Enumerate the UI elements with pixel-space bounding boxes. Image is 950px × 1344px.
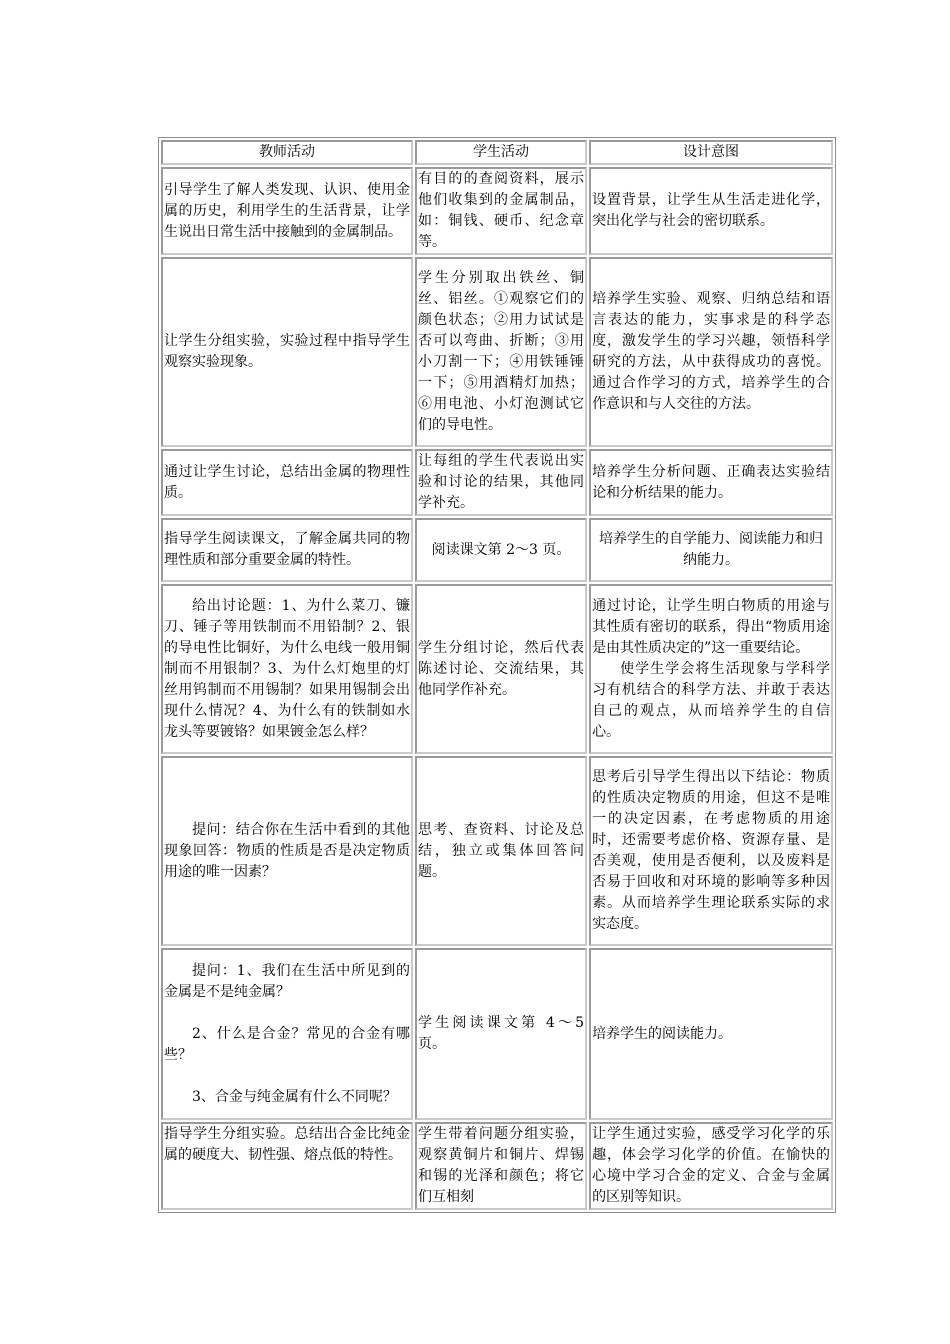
design-cell [589,449,833,516]
cell-text: 提问：结合你在生活中看到的其他现象回答：物质的性质是否是决定物质用途的唯一因素？ [164,821,411,880]
cell-text: 通过让学生讨论，总结出金属的物理性质。 [164,463,411,501]
cell-text: 2、什么是合金？常见的合金有哪些？ [164,1025,411,1063]
cell-text: 阅读课文第 2～3 页。 [431,541,571,558]
table-row [161,1122,833,1210]
cell-text: 培养学生实验、观察、归纳总结和语言表达的能力，实事求是的科学态度，激发学生的学习兴趣，领悟科学研究的方法，从中获得成功的喜悦。通过合作学习的方式，培养学生的合作意识和与人交往的方法。 [592,291,830,412]
table-row [161,449,833,516]
cell-text: 思考后引导学生得出以下结论：物质的性质决定物质的用途，但这不是唯一的决定因素，在考虑物质的用途时，还需要考虑价格、资源存量、是否美观，使用是否便利，以及废料是否易于回收和对环境的影响等多种因素。从而培养学生理论联系实际的求实态度。 [592,769,830,932]
cell-text: 培养学生的阅读能力。 [592,1025,733,1042]
cell-text: 设置背景，让学生从生活走进化学，突出化学与社会的密切联系。 [592,192,830,229]
cell-text: 培养学生分析问题、正确表达实验结论和分析结果的能力。 [592,463,830,501]
header-design-intent: 设计意图 [589,140,833,165]
cell-text: 培养学生的自学能力、阅读能力和归纳能力。 [599,531,824,568]
table-row [161,948,833,1120]
cell-text: 3、合金与纯金属有什么不同呢？ [192,1088,397,1105]
teacher-cell [161,948,413,1120]
cell-text: 提问：1、我们在生活中所见到的金属是不是纯金属？ [164,962,411,1000]
teacher-cell [161,449,413,516]
cell-text: 有目的的查阅资料，展示他们收集到的金属制品，如：铜钱、硬币、纪念章等。 [418,171,585,250]
student-cell [415,756,587,946]
cell-text: 学生分别取出铁丝、铜丝、铝丝。①观察它们的颜色状态；②用力试试是否可以弯曲、折断；③用小刀割一下；④用铁锤锤一下；⑤用酒精灯加热；⑥用电池、小灯泡测试它们的导电性。 [418,270,585,433]
design-cell [589,518,833,582]
design-cell [589,756,833,946]
cell-text: 学生带着问题分组实验，观察黄铜片和铜片、焊锡和锡的光泽和颜色；将它们互相刻 [418,1126,585,1205]
cell-text: 学生分组讨论，然后代表陈述讨论、交流结果，其他同学作补充。 [418,639,585,698]
cell-text: 思考、查资料、讨论及总结，独立或集体回答问题。 [418,821,585,880]
table-row [161,257,833,447]
cell-text: 给出讨论题：1、为什么菜刀、镰刀、锤子等用铁制而不用铅制？2、银的导电性比铜好，为什么电线一般用铜制而不用银制？3、为什么灯炮里的灯丝用钨制而不用锡制？如果用锡制会出现什么情况？4、为什么有的铁制如水龙头等要镀铬？如果镀金怎么样？ [164,597,411,740]
student-cell [415,257,587,447]
header-student-activity: 学生活动 [415,140,587,165]
cell-text: 使学生学会将生活现象与学科学习有机结合的科学方法、并敢于表达自己的观点，从而培养学生的自信心。 [592,660,830,740]
cell-text: 指导学生分组实验。总结出合金比纯金属的硬度大、韧性强、熔点低的特性。 [164,1126,411,1163]
teacher-cell [161,584,413,754]
student-cell [415,518,587,582]
student-cell [415,948,587,1120]
cell-text: 通过讨论，让学生明白物质的用途与其性质有密切的联系，得出“物质用途是由其性质决定的”这一重要结论。 [592,597,830,656]
header-teacher-activity: 教师活动 [161,140,413,165]
design-cell [589,257,833,447]
teacher-cell [161,1122,413,1210]
teacher-cell [161,756,413,946]
student-cell [415,449,587,516]
design-cell [589,167,833,255]
cell-text: 指导学生阅读课文，了解金属共同的物理性质和部分重要金属的特性。 [164,531,411,568]
cell-text: 让学生分组实验，实验过程中指导学生观察实验现象。 [164,333,411,370]
design-cell [589,948,833,1120]
student-cell [415,584,587,754]
teacher-cell [161,167,413,255]
cell-text: 学生阅读课文第 4～5 页。 [418,1015,585,1052]
cell-text: 让每组的学生代表说出实验和讨论的结果，其他同学补充。 [418,453,585,511]
cell-text: 让学生通过实验，感受学习化学的乐趣，体会学习化学的价值。在愉快的心境中学习合金的定义、合金与金属的区别等知识。 [592,1126,830,1205]
table-row [161,584,833,754]
design-cell [589,1122,833,1210]
table-row [161,756,833,946]
design-cell [589,584,833,754]
table-row [161,518,833,582]
lesson-plan-table [158,137,836,1213]
table-row [161,167,833,255]
student-cell [415,167,587,255]
teacher-cell [161,257,413,447]
table-header-row [161,140,833,165]
student-cell [415,1122,587,1210]
cell-text: 引导学生了解人类发现、认识、使用金属的历史，利用学生的生活背景，让学生说出日常生活中接触到的金属制品。 [164,181,411,240]
teacher-cell [161,518,413,582]
